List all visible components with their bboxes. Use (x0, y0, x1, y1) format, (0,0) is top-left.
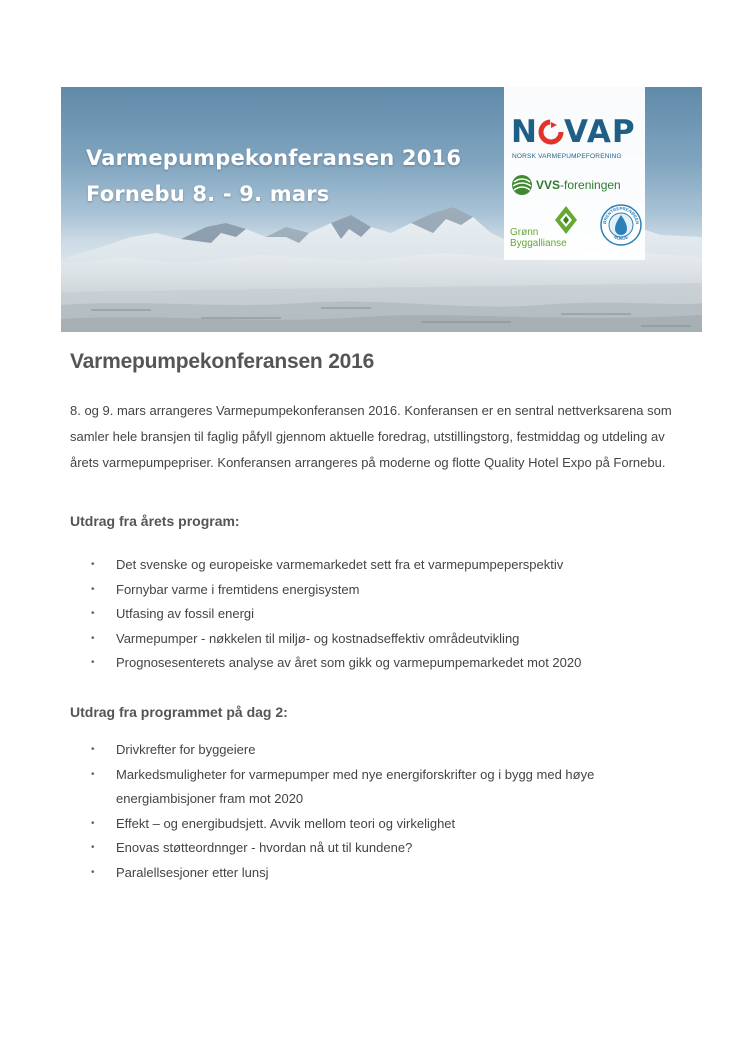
list-item: • Enovas støtteordnnger - hvordan nå ut til kundene? (70, 836, 690, 861)
list-item: • Effekt – og energibudsjett. Avvik mellom teori og virkelighet (70, 812, 690, 837)
list-item: • Prognosesenterets analyse av året som gikk og varmepumpemarkedet mot 2020 (70, 651, 690, 676)
svg-text:NORGE (613, 234, 629, 241)
program-list (70, 553, 690, 676)
list-item: • Markedsmuligheter for varmepumper med nye energiforskrifter og i bygg med høye energiambisjoner fram mot 2020 (70, 763, 690, 812)
banner-title-line1: Varmepumpekonferansen 2016 (86, 146, 462, 170)
section-heading-day2: Utdrag fra programmet på dag 2: (70, 704, 288, 720)
header-banner (61, 87, 702, 332)
novap-logo-vap: VAP (563, 114, 636, 150)
intro-paragraph: 8. og 9. mars arrangeres Varmepumpekonferansen 2016. Konferansen er en sentral nettverksarena som samler hele bransjen til faglig påfyll gjennom aktuelle foredrag, utstillingstorg, festmiddag og utdeling av årets varmepumpepriser. Konferansen arrangeres på moderne og flotte Quality Hotel Expo på Fornebu. (70, 403, 672, 470)
list-item: • Utfasing av fossil energi (70, 602, 690, 627)
day2-list (70, 738, 690, 885)
list-item: • Paralellsesjoner etter lunsj (70, 861, 690, 886)
list-item: • Fornybar varme i fremtidens energisystem (70, 578, 690, 603)
vvs-foreningen-logo (511, 173, 621, 197)
novap-subtitle: NORSK VARMEPUMPEFORENING (512, 153, 622, 160)
section-heading-program: Utdrag fra årets program: (70, 513, 240, 529)
vvs-bold-text: VVS (536, 178, 561, 192)
novap-logo (511, 114, 636, 150)
svg-text:RØRENTREPRENØRENE (600, 204, 640, 225)
banner-title-line2: Fornebu 8. - 9. mars (86, 182, 330, 206)
novap-logo-swirl-icon (538, 117, 564, 148)
list-item: • Varmepumper - nøkkelen til miljø- og kostnadseffektiv områdeutvikling (70, 627, 690, 652)
list-item: • Det svenske og europeiske varmemarkedet sett fra et varmepumpeperspektiv (70, 553, 690, 578)
norge-text: NORGE (613, 234, 629, 242)
globe-icon (511, 174, 533, 196)
vvs-rest-text: -foreningen (560, 178, 621, 192)
novap-logo-n: N (511, 114, 538, 150)
gronn-line1: Grønn (510, 227, 539, 238)
list-item: • Drivkrefter for byggeiere (70, 738, 690, 763)
article-heading: Varmepumpekonferansen 2016 (70, 350, 375, 373)
sponsor-logo-panel (504, 87, 645, 260)
gronn-byggallianse-logo (510, 227, 567, 249)
rorentreprenorene-text: ØRENTREPRENØREN (601, 205, 641, 225)
rorentreprenorene-seal-text (600, 204, 642, 246)
gronn-line2: Byggallianse (510, 238, 567, 249)
